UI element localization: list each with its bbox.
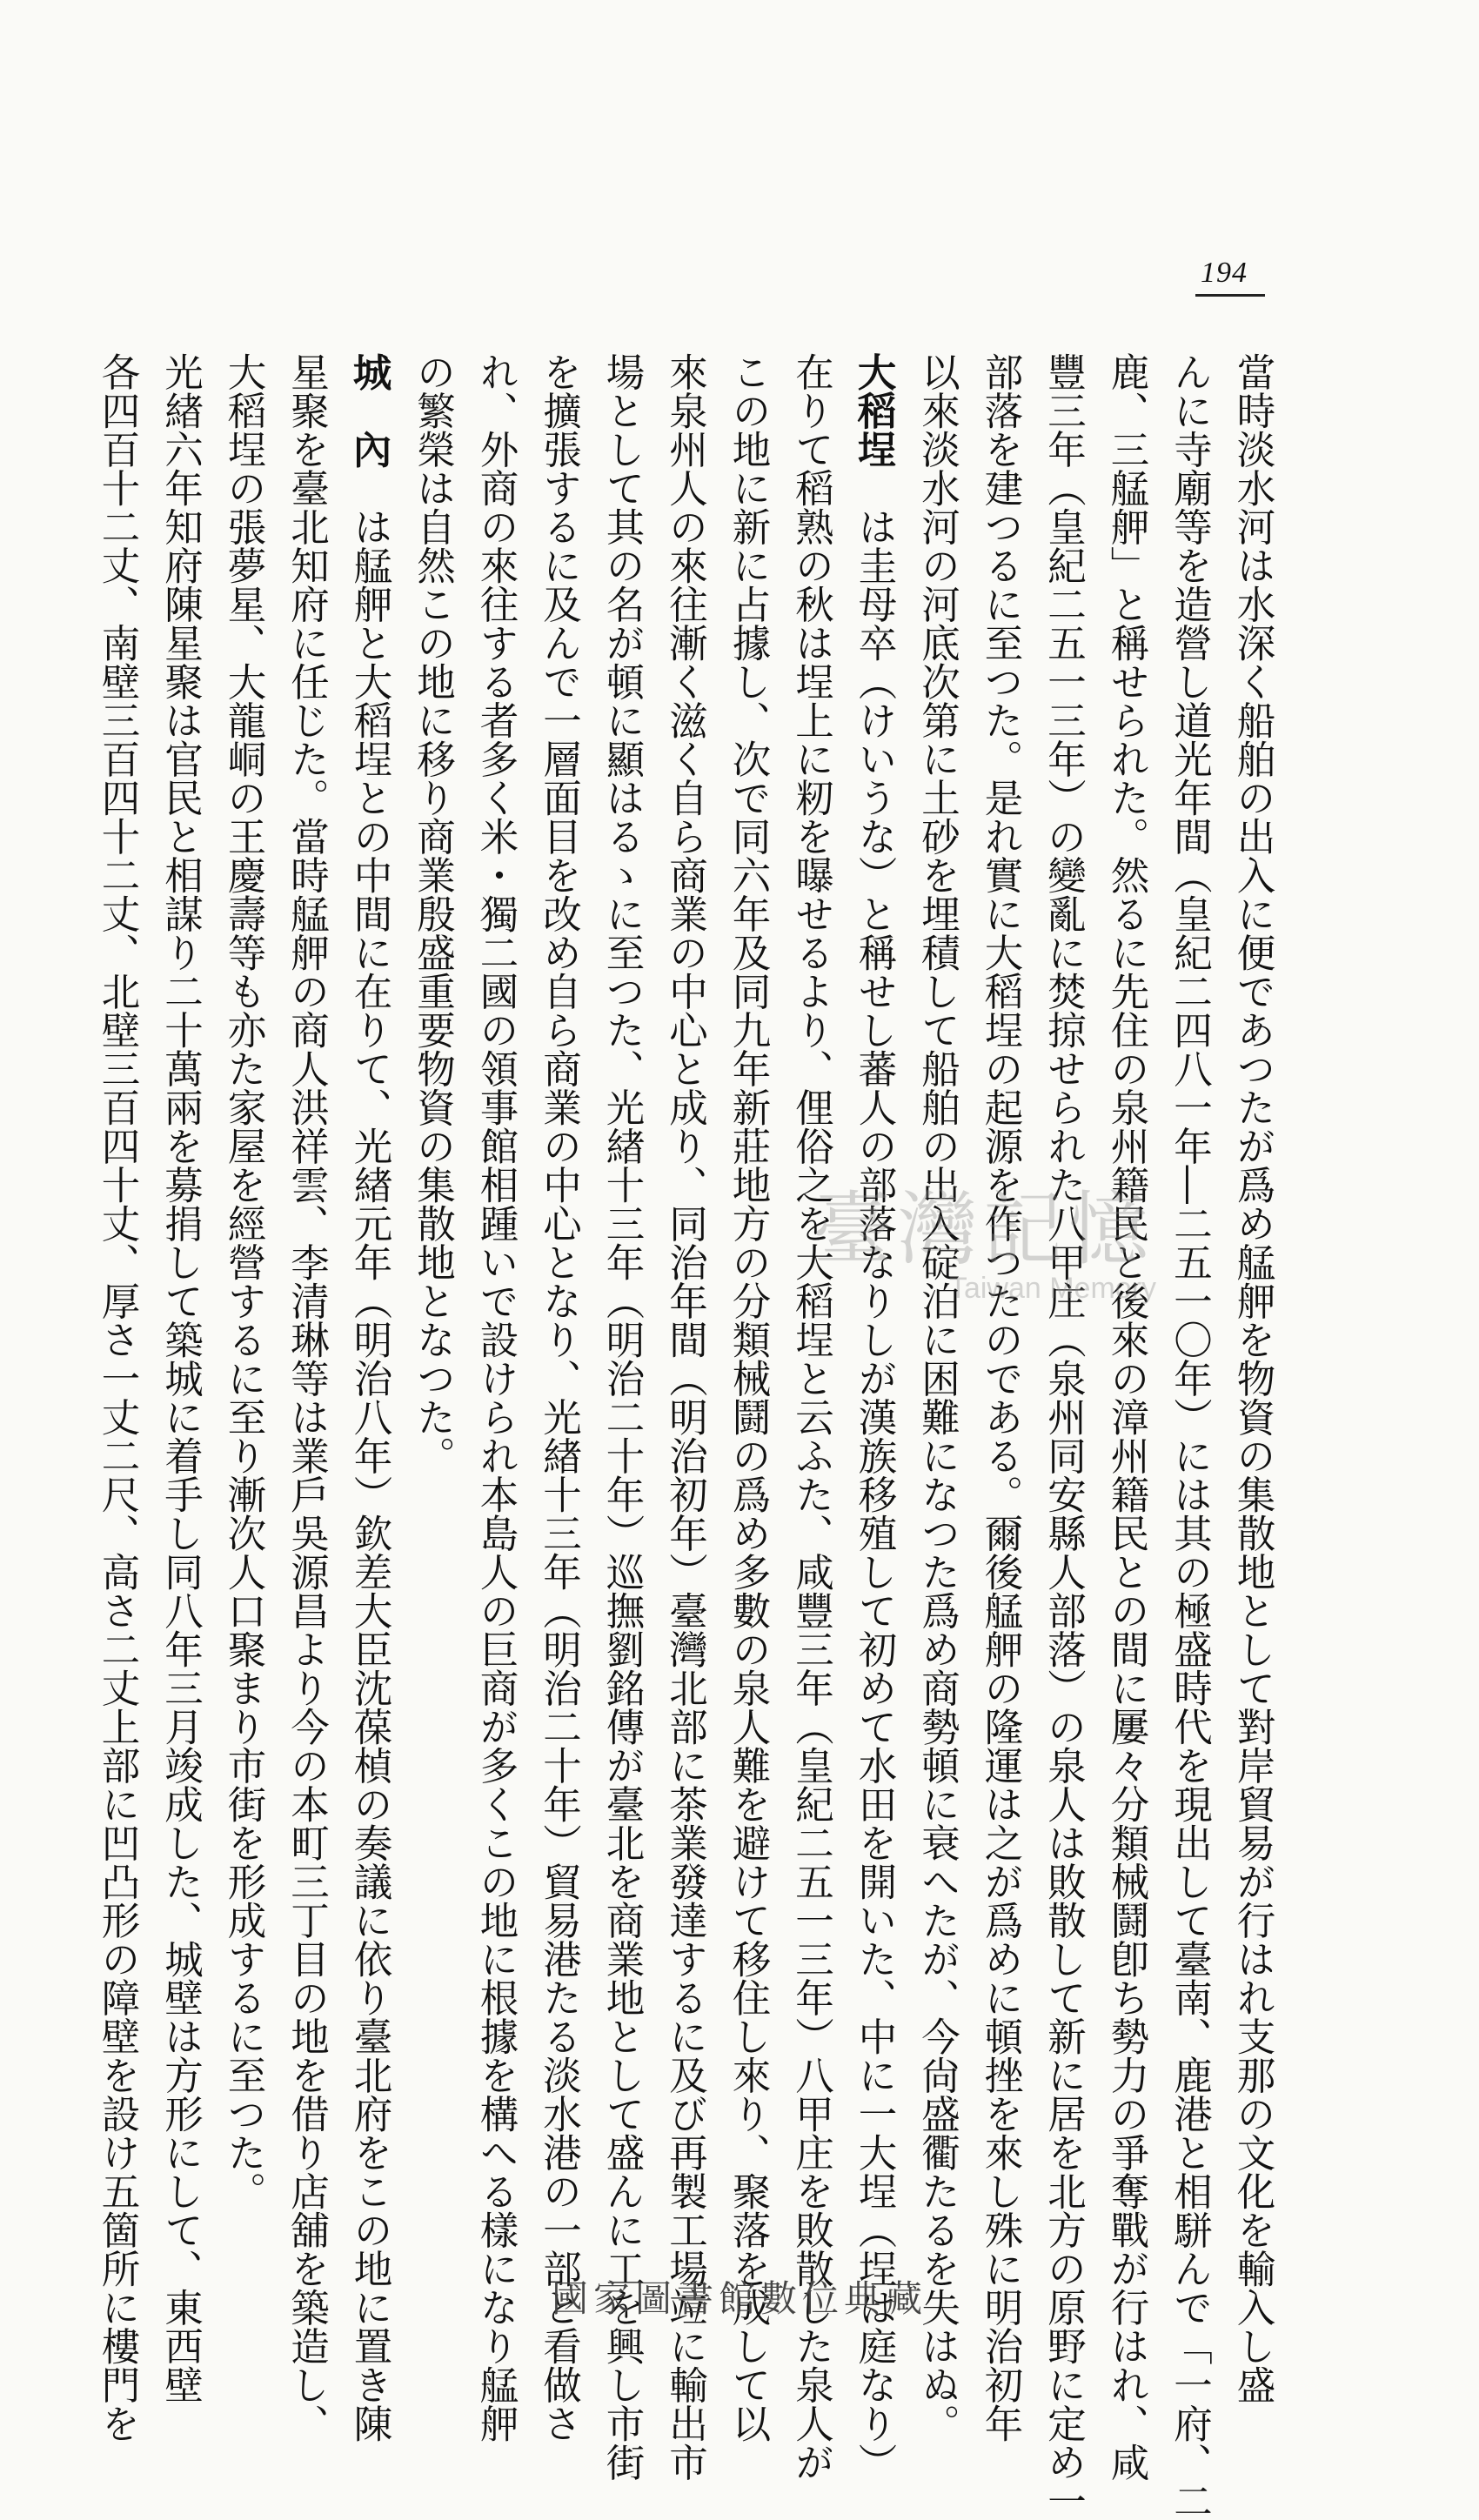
watermark-main-text: 臺灣記憶 — [812, 1183, 1154, 1276]
section-heading-chengnei: 城 內 — [346, 352, 392, 469]
text-column: んに寺廟等を造營し道光年間（皇紀二四八一年―二五一〇年）には其の極盛時代を現出して臺南、鹿港と相駢んで「一府、二 — [1167, 352, 1212, 2520]
text-column: 豐三年（皇紀二五一三年）の變亂に焚掠せられた八甲庄（泉州同安縣人部落）の泉人は敗散して新に居を北方の原野に定め一 — [1041, 352, 1086, 2520]
text-column: この地に新に占據し、次で同六年及同九年新莊地方の分類械鬪の爲め多數の泉人難を避けて移住し來り、聚落を成して以 — [726, 352, 770, 2443]
text-column: 光緖六年知府陳星聚は官民と相謀り二十萬兩を募捐して築城に着手し同八年三月竣成した、城壁は方形にして、東西壁 — [157, 352, 203, 2404]
section-heading-dadaocheng: 大稻埕 — [851, 352, 896, 469]
text-column: 鹿、三艋舺」と稱せられた。然るに先住の泉州籍民と後來の漳州籍民との間に屢々分類械鬪卽ち勢力の爭奪戰が行はれ、咸 — [1104, 352, 1148, 2482]
text-column: 部落を建つるに至つた。是れ實に大稻埕の起源を作つたのである。爾後艋舺の隆運は之が爲めに頓挫を來し殊に明治初年 — [978, 352, 1022, 2443]
text-column: 當時淡水河は水深く船舶の出入に便であつたが爲め艋舺を物資の集散地として對岸貿易が行はれ支那の文化を輸入し盛 — [1230, 352, 1275, 2404]
text-column: 星聚を臺北知府に任じた。當時艋舺の商人洪祥雲、李清琳等は業戶吳源昌より今の本町三丁目の地を借り店舖を築造し、 — [284, 352, 329, 2443]
text-column: 以來淡水河の河底次第に土砂を埋積して船舶の出入碇泊に困難になつた爲め商勢頓に衰へたが、今尙盛衢たるを失はぬ。 — [914, 352, 960, 2443]
text-column: 在りて稻熟の秋は埕上に籾を曝せるより、俚俗之を大稻埕と云ふた、咸豐三年（皇紀二五一三年）八甲庄を敗散した泉人が — [788, 352, 833, 2482]
watermark-sub-text: Taiwan Memory — [948, 1272, 1157, 1305]
text-column: を擴張するに及んで一層面目を改め自ら商業の中心となり、光緖十三年（明治二十年）貿易港たる淡水港の一部と看做さ — [536, 352, 581, 2443]
text-column-rest: は艋舺と大稻埕との中間に在りて、光緖元年（明治八年）欽差大臣沈葆楨の奏議に依り臺北府をこの地に置き陳 — [347, 468, 392, 2443]
text-column-with-heading — [338, 352, 401, 2443]
text-column: 場として其の名が頓に顯はるゝに至つた、光緖十三年（明治二十年）巡撫劉銘傳が臺北を商業地として盛んに工を興し市街 — [599, 352, 644, 2482]
text-column: 大稻埕の張夢星、大龍峒の王慶壽等も亦た家屋を經營するに至り漸次人口聚まり市街を形成するに至つた。 — [221, 352, 265, 2210]
page-number: 194 — [1201, 257, 1248, 289]
text-column: 來泉州人の來往漸く滋く自ら商業の中心と成り、同治年間（明治初年）臺灣北部に茶業發達するに及び再製工場竝に輸出市 — [662, 352, 707, 2482]
archive-footer: 國家圖書館數位典藏 — [551, 2277, 927, 2320]
text-column: れ、外商の來往する者多く米・獨二國の領事館相踵いで設けられ本島人の巨商が多くこの地に根據を構へる樣になり艋舺 — [473, 352, 518, 2443]
text-column-with-heading — [842, 352, 906, 2482]
text-column: の繁榮は自然この地に移り商業殷盛重要物資の集散地となつた。 — [410, 352, 455, 1475]
text-column-rest: は圭母卒（けいうな）と稱せし蕃人の部落なりしが漢族移殖して初めて水田を開いた、中に一大埕（埕は庭なり） — [852, 468, 896, 2482]
text-column: 各四百十二丈、南壁三百四十二丈、北壁三百四十丈、厚さ一丈二尺、高さ二丈上部に凹凸形の障壁を設け五箇所に樓門を — [95, 352, 139, 2443]
